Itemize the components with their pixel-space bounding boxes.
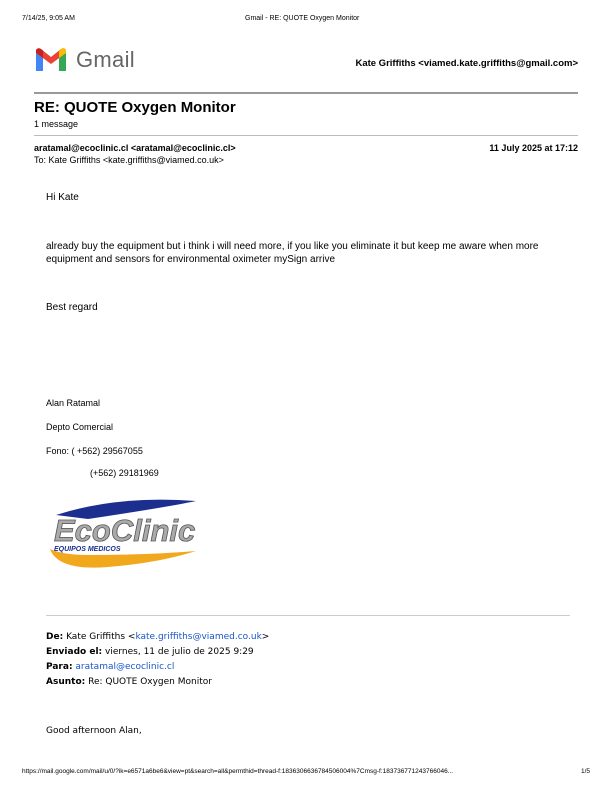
thread-subject: RE: QUOTE Oxygen Monitor: [34, 99, 236, 116]
print-datetime: 7/14/25, 9:05 AM: [22, 15, 75, 22]
quoted-greeting: Good afternoon Alan,: [46, 726, 142, 736]
sender: aratamal@ecoclinic.cl <aratamal@ecoclinic.cl>: [34, 143, 236, 153]
divider: [34, 92, 578, 94]
quoted-to: [46, 662, 174, 672]
para-label: Para:: [46, 662, 73, 672]
de-email-link[interactable]: kate.griffiths@viamed.co.uk: [135, 632, 262, 642]
message-count: 1 message: [34, 119, 79, 129]
gmail-logo: [34, 47, 135, 73]
logo-text: EcoClinic: [54, 513, 196, 548]
ecoclinic-logo: [48, 493, 198, 573]
divider: [46, 615, 570, 616]
de-label: De:: [46, 632, 64, 642]
logo-subtext: EQUIPOS MEDICOS: [54, 546, 121, 553]
print-title: Gmail - RE: QUOTE Oxygen Monitor: [245, 15, 360, 22]
de-close: >: [261, 632, 270, 642]
asunto-label: Asunto:: [46, 677, 86, 687]
closing: Best regard: [46, 302, 98, 313]
print-url: https://mail.google.com/mail/u/0/?ik=e6571a6be6&view=pt&search=all&permthid=thread-f:1836306636784506004%7Cmsg-f:183736771243766046...: [22, 768, 454, 775]
recipient: To: Kate Griffiths <kate.griffiths@viamed.co.uk>: [34, 155, 224, 165]
gmail-wordmark: Gmail: [76, 47, 135, 72]
quoted-from: [46, 632, 269, 642]
gmail-m-icon: [34, 47, 68, 73]
message-paragraph: already buy the equipment but i think i will need more, if you like you eliminate it but keep me aware when more equipment and sensors for environmental oximeter mySign arrive: [46, 241, 539, 265]
page-number: 1/5: [580, 768, 590, 775]
divider: [34, 135, 578, 136]
signature-name: Alan Ratamal: [46, 398, 101, 408]
enviado-label: Enviado el:: [46, 647, 103, 657]
enviado-value: viernes, 11 de julio de 2025 9:29: [105, 647, 254, 657]
message-date: 11 July 2025 at 17:12: [489, 143, 578, 153]
de-name: Kate Griffiths <: [66, 632, 136, 642]
asunto-value: Re: QUOTE Oxygen Monitor: [88, 677, 212, 687]
signature-phone2: (+562) 29181969: [90, 468, 159, 478]
signature-phone1: Fono: ( +562) 29567055: [46, 446, 143, 456]
greeting: Hi Kate: [46, 192, 79, 203]
quoted-sent: [46, 647, 254, 657]
para-email-link[interactable]: aratamal@ecoclinic.cl: [75, 662, 175, 672]
signature-dept: Depto Comercial: [46, 422, 114, 432]
quoted-subject: [46, 677, 212, 687]
account-email: Kate Griffiths <viamed.kate.griffiths@gmail.com>: [355, 58, 578, 69]
